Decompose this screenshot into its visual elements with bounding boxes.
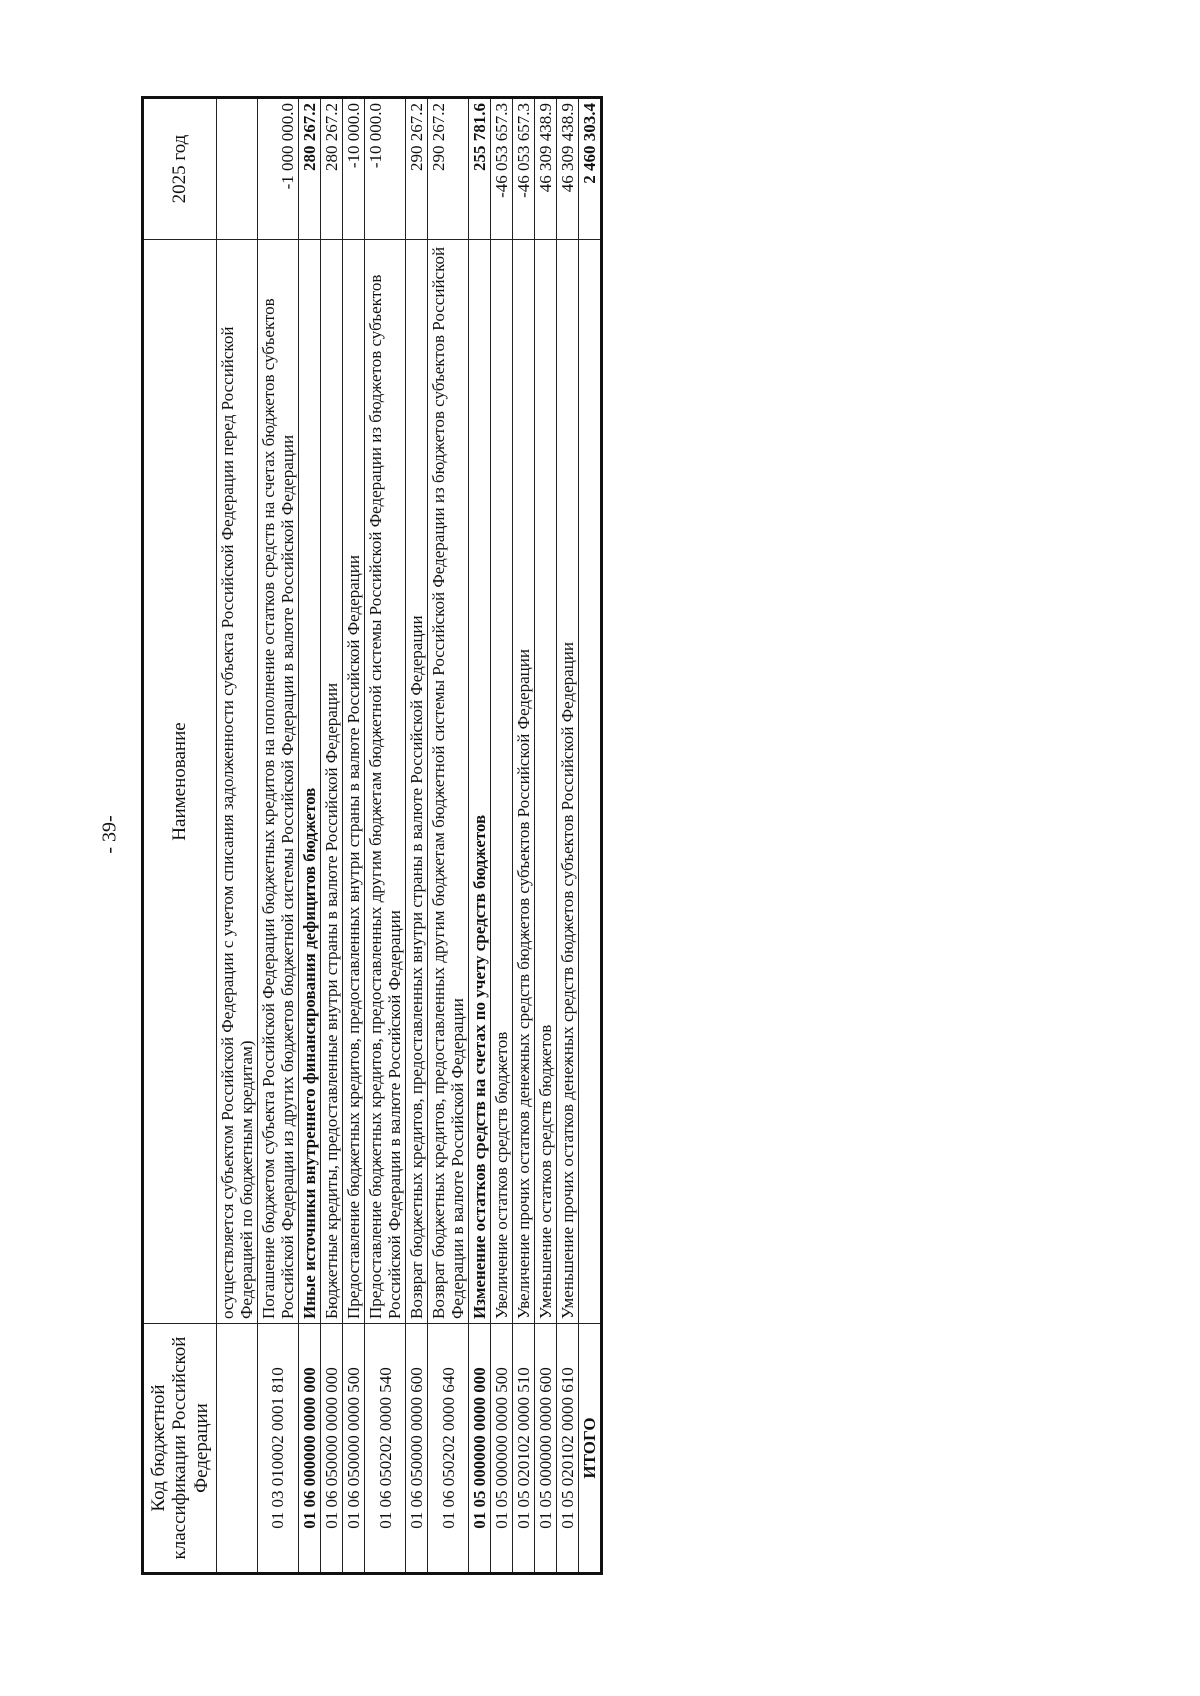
row-name bbox=[579, 240, 602, 1324]
row-amount: 255 781.6 bbox=[469, 98, 491, 240]
row-name: осуществляется субъектом Российской Федерации с учетом списания задолженности субъекта Российской Федерации перед Российской Федерацией по бюджетным кредитам) bbox=[216, 240, 257, 1324]
row-name: Возврат бюджетных кредитов, предоставленных другим бюджетам бюджетной системы Российской Федерации из бюджетов субъектов Российской Федерации в валюте Российской Федерации bbox=[428, 240, 469, 1324]
table-row bbox=[579, 98, 602, 1574]
table-header-row bbox=[143, 98, 217, 1574]
row-code: 01 05 000000 0000 500 bbox=[491, 1324, 513, 1574]
row-amount: -1 000 000.0 bbox=[257, 98, 298, 240]
row-code: 01 05 000000 0000 000 bbox=[469, 1324, 491, 1574]
row-name: Уменьшение остатков средств бюджетов bbox=[535, 240, 557, 1324]
row-code: 01 05 020102 0000 610 bbox=[557, 1324, 579, 1574]
table-row bbox=[535, 98, 557, 1574]
row-code: ИТОГО bbox=[579, 1324, 602, 1574]
row-amount: -46 053 657.3 bbox=[513, 98, 535, 240]
row-amount bbox=[216, 98, 257, 240]
row-name: Уменьшение прочих остатков денежных средств бюджетов субъектов Российской Федерации bbox=[557, 240, 579, 1324]
header-code: Код бюджетной классификации Российской Федерации bbox=[143, 1324, 217, 1574]
table-row bbox=[428, 98, 469, 1574]
row-amount: 290 267.2 bbox=[406, 98, 428, 240]
header-year: 2025 год bbox=[143, 98, 217, 240]
row-name: Иные источники внутреннего финансирования дефицитов бюджетов bbox=[298, 240, 320, 1324]
row-code: 01 06 050000 0000 500 bbox=[342, 1324, 364, 1574]
row-name: Увеличение остатков средств бюджетов bbox=[491, 240, 513, 1324]
table-body bbox=[216, 98, 602, 1574]
row-code: 01 06 000000 0000 000 bbox=[298, 1324, 320, 1574]
table-row bbox=[216, 98, 257, 1574]
row-amount: 280 267.2 bbox=[298, 98, 320, 240]
row-name: Погашение бюджетом субъекта Российской Федерации бюджетных кредитов на пополнение остатков средств на счетах бюджетов субъектов Российской Федерации из других бюджетов бюджетной системы Российской Федерации в валюте Российской Федерации bbox=[257, 240, 298, 1324]
header-name: Наименование bbox=[143, 240, 217, 1324]
row-amount: 280 267.2 bbox=[320, 98, 342, 240]
row-code bbox=[216, 1324, 257, 1574]
row-amount: 46 309 438.9 bbox=[557, 98, 579, 240]
row-code: 01 06 050202 0000 640 bbox=[428, 1324, 469, 1574]
row-code: 01 03 010002 0001 810 bbox=[257, 1324, 298, 1574]
row-name: Предоставление бюджетных кредитов, предоставленных внутри страны в валюте Российской Федерации bbox=[342, 240, 364, 1324]
row-amount: -10 000.0 bbox=[365, 98, 406, 240]
row-name: Предоставление бюджетных кредитов, предоставленных другим бюджетам бюджетной системы Российской Федерации из бюджетов субъектов Российской Федерации в валюте Российской Федерации bbox=[365, 240, 406, 1324]
row-code: 01 06 050202 0000 540 bbox=[365, 1324, 406, 1574]
row-amount: 46 309 438.9 bbox=[535, 98, 557, 240]
page-number: - 39- bbox=[98, 815, 121, 854]
row-code: 01 05 000000 0000 600 bbox=[535, 1324, 557, 1574]
row-amount: -46 053 657.3 bbox=[491, 98, 513, 240]
table-row bbox=[320, 98, 342, 1574]
row-code: 01 05 020102 0000 510 bbox=[513, 1324, 535, 1574]
table-row bbox=[469, 98, 491, 1574]
table-row bbox=[257, 98, 298, 1574]
table-row bbox=[298, 98, 320, 1574]
table-row bbox=[365, 98, 406, 1574]
row-code: 01 06 050000 0000 000 bbox=[320, 1324, 342, 1574]
rotated-table-container bbox=[141, 96, 852, 1575]
row-name: Бюджетные кредиты, предоставленные внутри страны в валюте Российской Федерации bbox=[320, 240, 342, 1324]
row-name: Изменение остатков средств на счетах по учету средств бюджетов bbox=[469, 240, 491, 1324]
table-row bbox=[342, 98, 364, 1574]
row-amount: 290 267.2 bbox=[428, 98, 469, 240]
row-amount: 2 460 303.4 bbox=[579, 98, 602, 240]
row-name: Увеличение прочих остатков денежных средств бюджетов субъектов Российской Федерации bbox=[513, 240, 535, 1324]
table-row bbox=[557, 98, 579, 1574]
row-amount: -10 000.0 bbox=[342, 98, 364, 240]
budget-sources-table bbox=[141, 96, 603, 1575]
row-code: 01 06 050000 0000 600 bbox=[406, 1324, 428, 1574]
table-row bbox=[406, 98, 428, 1574]
table-row bbox=[491, 98, 513, 1574]
row-name: Возврат бюджетных кредитов, предоставленных внутри страны в валюте Российской Федерации bbox=[406, 240, 428, 1324]
table-row bbox=[513, 98, 535, 1574]
